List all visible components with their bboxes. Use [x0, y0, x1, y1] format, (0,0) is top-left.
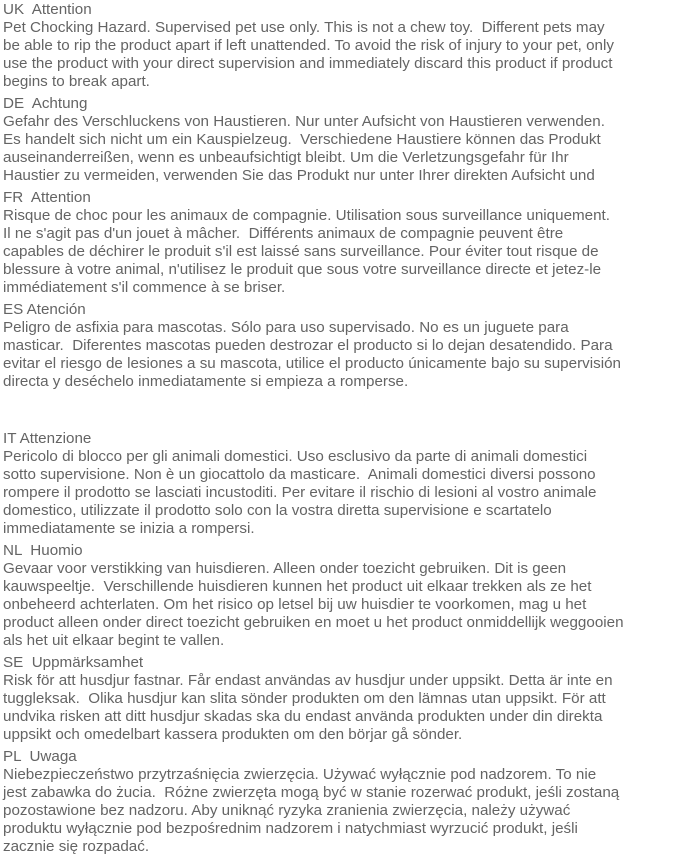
warning-section-nl — [3, 542, 679, 650]
warning-section-es — [3, 301, 679, 391]
warning-line: blessure à votre animal, n'utilisez le produit que sous votre surveillance directe et jetez-le — [3, 261, 602, 278]
warning-line: Il ne s'agit pas d'un jouet à mâcher. Différents animaux de compagnie peuvent être — [3, 225, 564, 242]
section-heading-de: DE Achtung — [3, 95, 88, 112]
warning-section-uk — [3, 1, 679, 91]
warning-line: masticar. Diferentes mascotas pueden destrozar el producto si lo dejan desatendido. Para — [3, 337, 613, 354]
warning-line: sotto supervisione. Non è un giocattolo da masticare. Animali domestici diversi possono — [3, 466, 596, 483]
warning-line: kauwspeeltje. Verschillende huisdieren kunnen het product uit elkaar trekken als ze het — [3, 578, 592, 595]
section-heading-uk: UK Attention — [3, 1, 92, 18]
warning-line: begins to break apart. — [3, 73, 150, 90]
warning-line: zacznie się rozpadać. — [3, 838, 150, 855]
warning-section-pl — [3, 748, 679, 856]
warning-line: Gevaar voor verstikking van huisdieren. Alleen onder toezicht gebruiken. Dit is geen — [3, 560, 567, 577]
warning-line: Pericolo di blocco per gli animali domestici. Uso esclusivo da parte di animali domestici — [3, 448, 588, 465]
warning-line: use the product with your direct supervision and immediately discard this product if product — [3, 55, 613, 72]
warning-section-se — [3, 654, 679, 744]
warning-line: evitar el riesgo de lesiones a su mascota, utilice el producto únicamente bajo su supervisión — [3, 355, 621, 372]
warning-line: be able to rip the product apart if left unattended. To avoid the risk of injury to your pet, only — [3, 37, 614, 54]
warning-section-fr — [3, 189, 679, 297]
warning-line: produktu wyłącznie pod bezpośrednim nadzorem i natychmiast wyrzucić produkt, jeśli — [3, 820, 578, 837]
warning-line: auseinanderreißen, wenn es unbeaufsichtigt bleibt. Um die Verletzungsgefahr für Ihr — [3, 149, 569, 166]
warning-line: Risk för att husdjur fastnar. Får endast användas av husdjur under uppsikt. Detta är inte en — [3, 672, 613, 689]
section-heading-fr: FR Attention — [3, 189, 91, 206]
warning-line: product alleen onder direct toezicht gebruiken en moet u het product onmiddellijk weggooien — [3, 614, 624, 631]
warning-line: onbeheerd achterlaten. Om het risico op letsel bij uw huisdier te voorkomen, mag u het — [3, 596, 587, 613]
warning-line: jest zabawka do żucia. Różne zwierzęta mogą być w stanie rozerwać produkt, jeśli zostaną — [3, 784, 620, 801]
warning-line: Haustier zu vermeiden, verwenden Sie das Produkt nur unter Ihrer direkten Aufsicht und — [3, 167, 595, 184]
warning-line: Peligro de asfixia para mascotas. Sólo para uso supervisado. No es un juguete para — [3, 319, 569, 336]
warning-line: Niebezpieczeństwo przytrzaśnięcia zwierzęcia. Używać wyłącznie pod nadzorem. To nie — [3, 766, 597, 783]
warning-line: rompere il prodotto se lasciati incustoditi. Per evitare il rischio di lesioni al vostro animale — [3, 484, 597, 501]
warning-section-de — [3, 95, 679, 185]
section-heading-it: IT Attenzione — [3, 430, 92, 447]
section-heading-nl: NL Huomio — [3, 542, 83, 559]
warning-line: immediatamente se inizia a rompersi. — [3, 520, 255, 537]
warning-line: als het uit elkaar begint te vallen. — [3, 632, 225, 649]
warning-line: tuggleksak. Olika husdjur kan slita sönder produkten om den lämnas utan uppsikt. För att — [3, 690, 606, 707]
warning-line: undvika risken att ditt husdjur skadas ska du endast använda produkten under din direkta — [3, 708, 603, 725]
warning-section-it — [3, 430, 679, 538]
blank-gap — [3, 395, 679, 430]
warning-line: pozostawione bez nadzoru. Aby uniknąć ryzyka zranienia zwierzęcia, należy używać — [3, 802, 571, 819]
warning-line: Gefahr des Verschluckens von Haustieren. Nur unter Aufsicht von Haustieren verwenden. — [3, 113, 605, 130]
warning-line: uppsikt och omedelbart kassera produkten om den börjar gå sönder. — [3, 726, 463, 743]
warning-line: Pet Chocking Hazard. Supervised pet use only. This is not a chew toy. Different pets may — [3, 19, 605, 36]
warning-line: directa y deséchelo inmediatamente si empieza a romperse. — [3, 373, 409, 390]
section-heading-se: SE Uppmärksamhet — [3, 654, 144, 671]
section-heading-es: ES Atención — [3, 301, 86, 318]
warning-line: Risque de choc pour les animaux de compagnie. Utilisation sous surveillance uniquement. — [3, 207, 610, 224]
warning-line: Es handelt sich nicht um ein Kauspielzeug. Verschiedene Haustiere können das Produkt — [3, 131, 601, 148]
warning-line: capables de déchirer le produit s'il est laissé sans surveillance. Pour éviter tout risque de — [3, 243, 599, 260]
section-heading-pl: PL Uwaga — [3, 748, 77, 765]
warning-line: immédiatement s'il commence à se briser. — [3, 279, 286, 296]
warning-line: domestico, utilizzate il prodotto solo con la vostra diretta supervisione e scartatelo — [3, 502, 552, 519]
